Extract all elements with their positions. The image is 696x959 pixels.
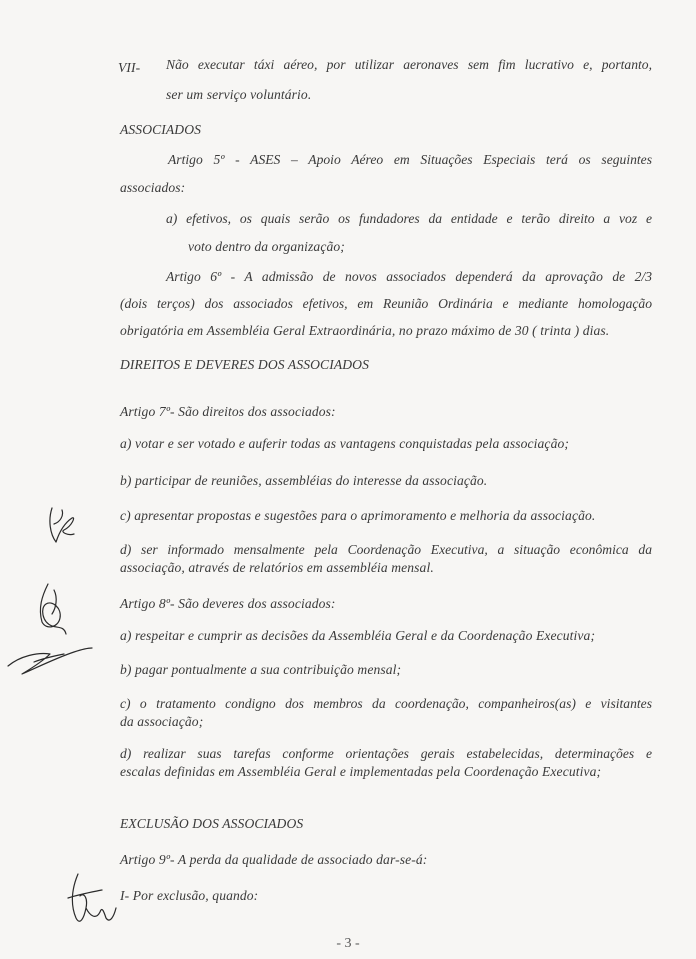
article-9-item-i: I- Por exclusão, quando: bbox=[120, 888, 259, 903]
article-6-line-3: obrigatória em Assembléia Geral Extraordinária, no prazo máximo de 30 ( trinta ) dias. bbox=[120, 323, 610, 338]
article-5-item-a-cont: voto dentro da organização; bbox=[188, 239, 345, 254]
margin-initial-1 bbox=[42, 500, 82, 550]
section-heading-direitos-deveres: DIREITOS E DEVERES DOS ASSOCIADOS bbox=[120, 357, 369, 372]
article-7-item-a: a) votar e ser votado e auferir todas as vantagens conquistadas pela associação; bbox=[120, 436, 569, 451]
margin-initial-2 bbox=[28, 578, 72, 638]
item-vii-text: Não executar táxi aéreo, por utilizar aeronaves sem fim lucrativo e, portanto, bbox=[166, 57, 652, 72]
article-5: Artigo 5º - ASES – Apoio Aéreo em Situações Especiais terá os seguintes bbox=[168, 152, 652, 167]
article-7-item-c: c) apresentar propostas e sugestões para o aprimoramento e melhoria da associação. bbox=[120, 508, 596, 523]
margin-signature-line bbox=[4, 638, 96, 682]
article-8-item-c-cont: da associação; bbox=[120, 714, 204, 729]
margin-signature-bottom bbox=[60, 868, 122, 930]
article-7-item-d-cont: associação, através de relatórios em assembléia mensal. bbox=[120, 560, 434, 575]
article-5-item-a: a) efetivos, os quais serão os fundadores da entidade e terão direito a voz e bbox=[166, 211, 652, 226]
article-7: Artigo 7º- São direitos dos associados: bbox=[120, 404, 336, 419]
article-8: Artigo 8º- São deveres dos associados: bbox=[120, 596, 336, 611]
article-9: Artigo 9º- A perda da qualidade de associado dar-se-á: bbox=[120, 852, 428, 867]
article-8-item-a: a) respeitar e cumprir as decisões da Assembléia Geral e da Coordenação Executiva; bbox=[120, 628, 596, 643]
section-heading-associados: ASSOCIADOS bbox=[120, 122, 202, 137]
article-8-item-b: b) pagar pontualmente a sua contribuição mensal; bbox=[120, 662, 402, 677]
section-heading-exclusao: EXCLUSÃO DOS ASSOCIADOS bbox=[120, 816, 304, 831]
item-vii-label: VII- bbox=[118, 60, 141, 75]
page-number: - 3 - bbox=[336, 936, 360, 951]
article-8-item-d: d) realizar suas tarefas conforme orientações gerais estabelecidas, determinações e bbox=[120, 746, 652, 761]
article-5-cont: associados: bbox=[120, 180, 186, 195]
article-8-item-d-cont: escalas definidas em Assembléia Geral e implementadas pela Coordenação Executiva; bbox=[120, 764, 602, 779]
article-8-item-c: c) o tratamento condigno dos membros da coordenação, companheiros(as) e visitantes bbox=[120, 696, 652, 711]
article-7-item-d: d) ser informado mensalmente pela Coordenação Executiva, a situação econômica da bbox=[120, 542, 652, 557]
item-vii-text-cont: ser um serviço voluntário. bbox=[166, 87, 312, 102]
article-6: Artigo 6º - A admissão de novos associados dependerá da aprovação de 2/3 bbox=[166, 269, 652, 284]
article-6-line-2: (dois terços) dos associados efetivos, em Reunião Ordinária e mediante homologação bbox=[120, 296, 652, 311]
article-7-item-b: b) participar de reuniões, assembléias do interesse da associação. bbox=[120, 473, 488, 488]
